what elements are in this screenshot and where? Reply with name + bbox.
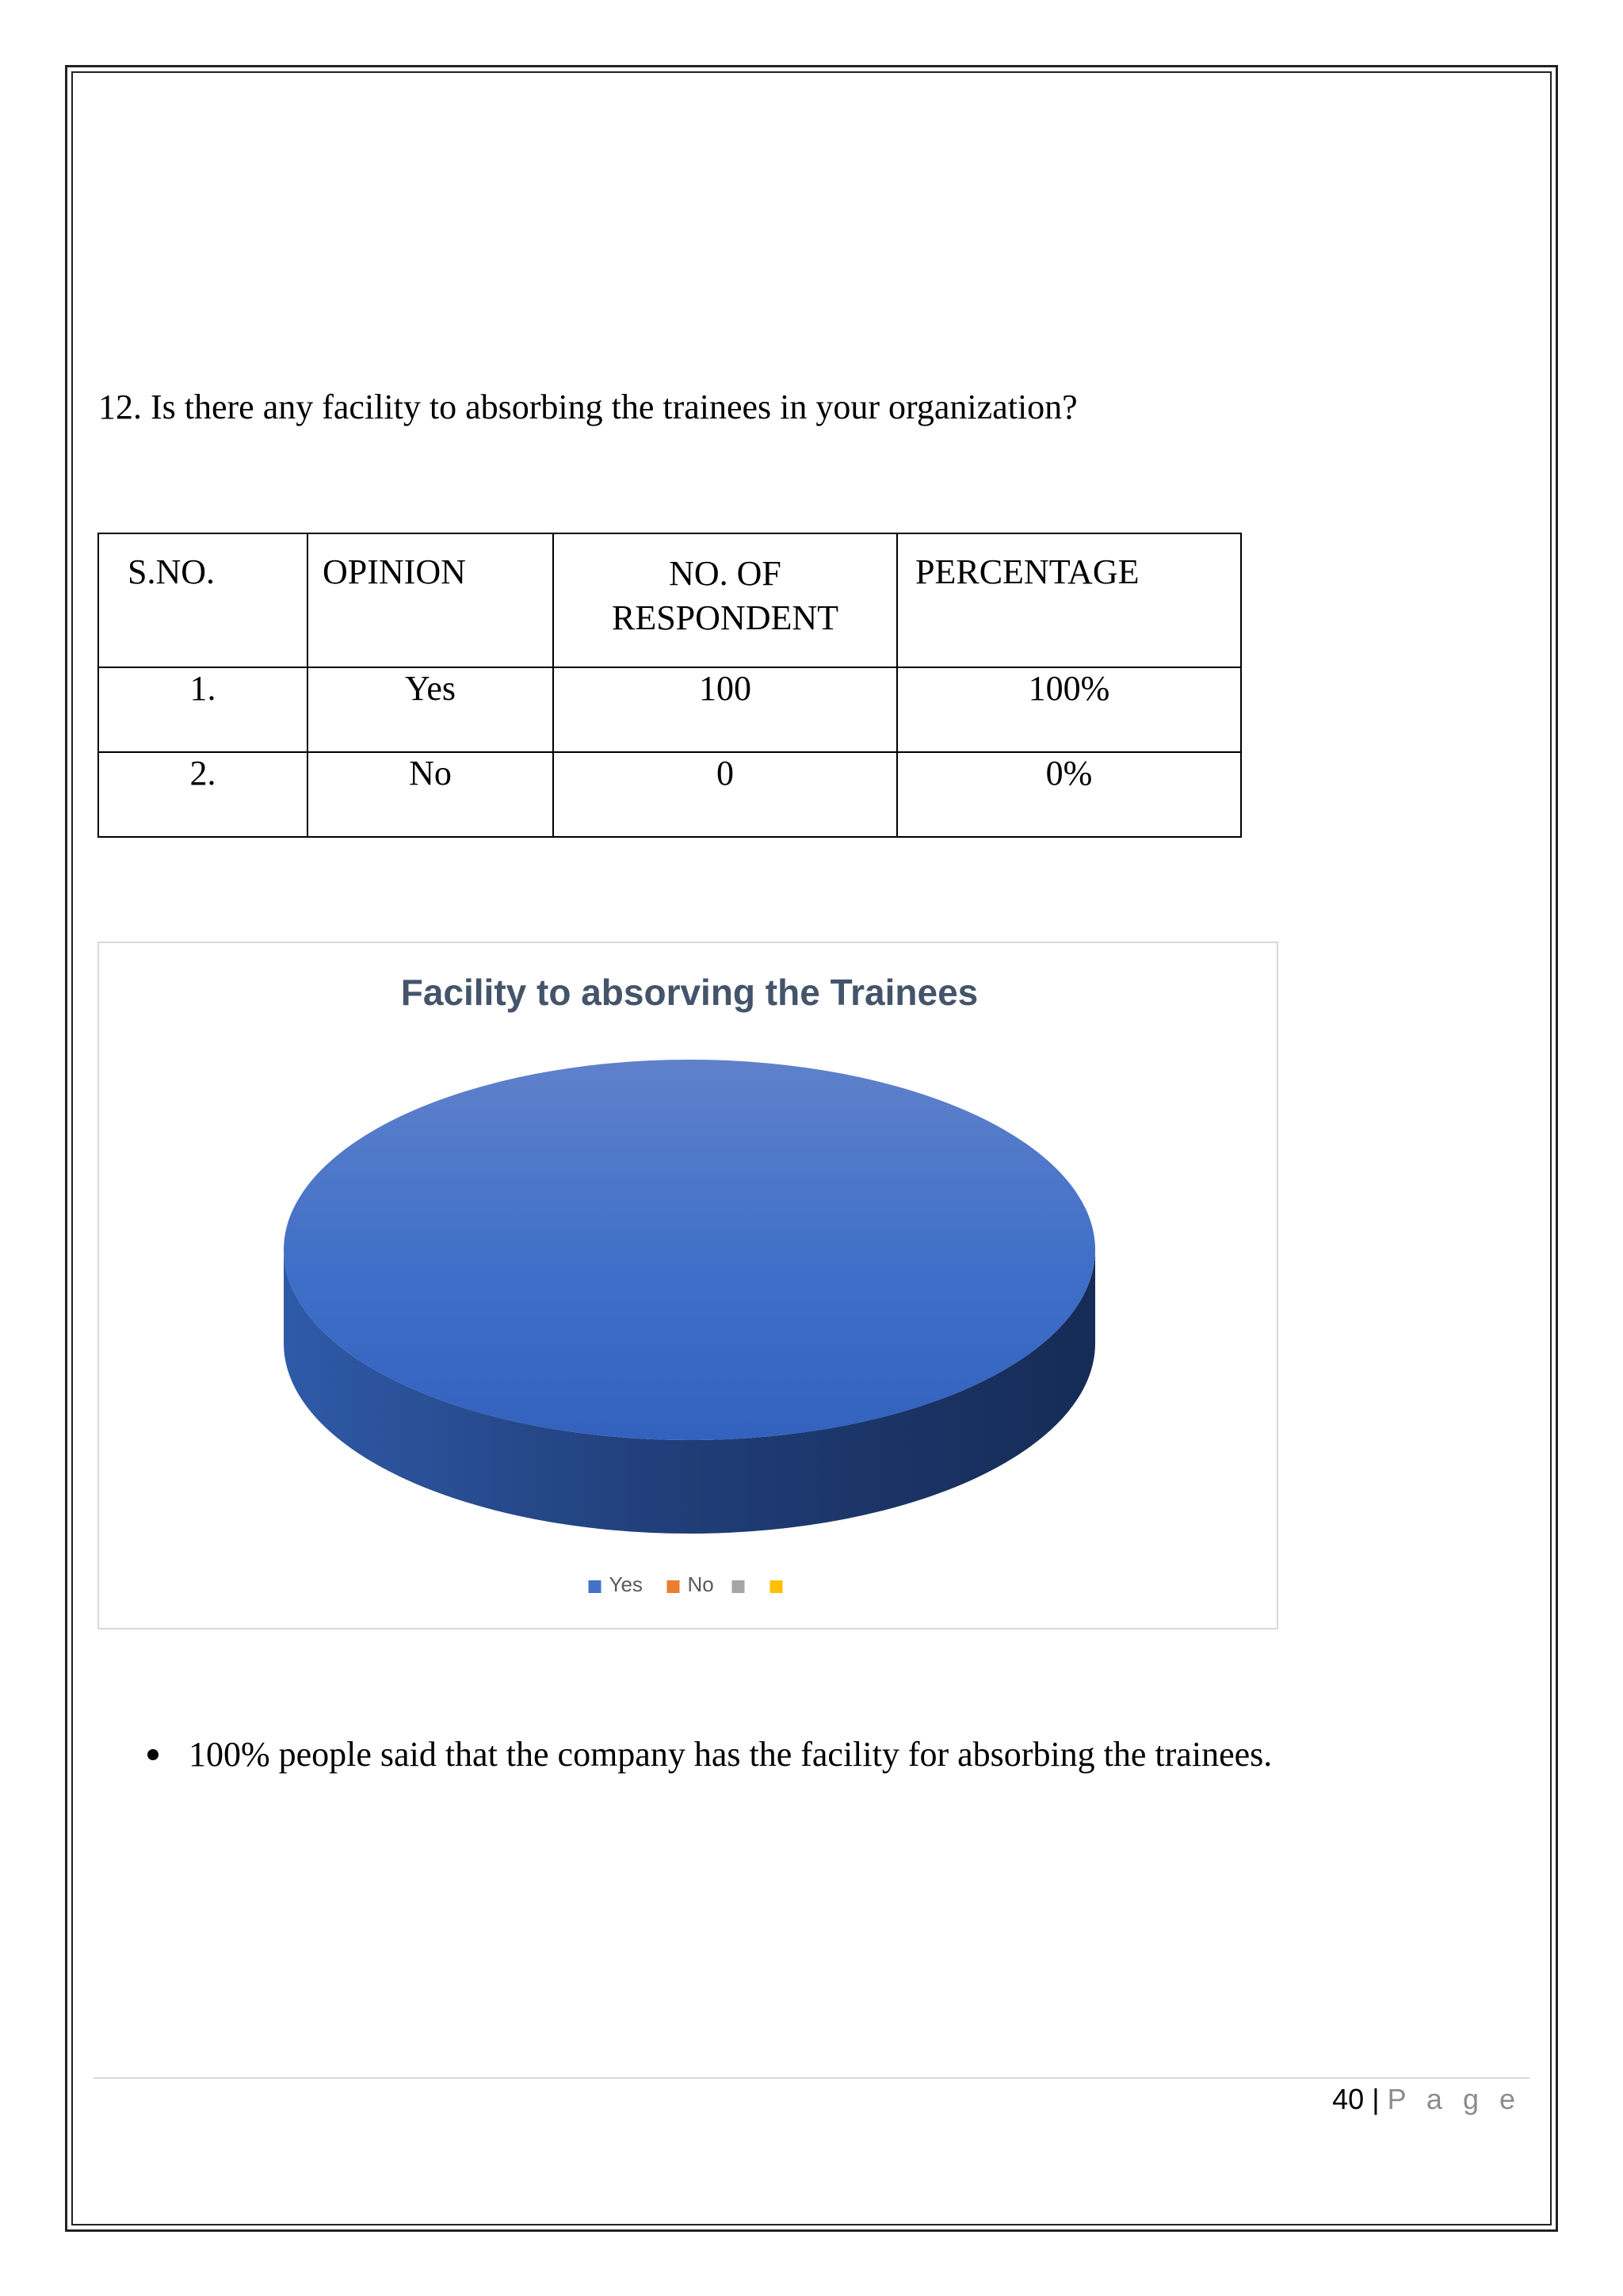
chart-legend [589, 1572, 783, 1596]
table-header-row [98, 533, 1241, 667]
conclusion-bullet [147, 1734, 1272, 1775]
conclusion-text: 100% people said that the company has the facility for absorbing the trainees. [189, 1735, 1273, 1774]
page-word: P a g e [1387, 2083, 1522, 2115]
table-row [98, 752, 1241, 837]
cell-sno: 1. [98, 667, 307, 752]
pie-slices [284, 1060, 1095, 1534]
bullet-icon [147, 1749, 158, 1760]
footer-separator: | [1372, 2083, 1380, 2115]
header-respondent-line1: NO. OF [669, 554, 781, 593]
header-respondent [553, 533, 897, 667]
table-row [98, 667, 1241, 752]
legend-swatch-4 [770, 1580, 783, 1593]
page-footer [1332, 2083, 1522, 2116]
cell-opinion: No [307, 752, 553, 837]
pie-chart-frame [97, 942, 1278, 1629]
cell-respondent: 100 [553, 667, 897, 752]
legend-label-yes: Yes [609, 1572, 643, 1596]
cell-sno: 2. [98, 752, 307, 837]
legend-swatch-3 [732, 1580, 745, 1593]
legend-swatch-1 [589, 1580, 601, 1593]
cell-percentage: 100% [897, 667, 1241, 752]
pie-chart [99, 943, 1280, 1631]
header-percentage: PERCENTAGE [897, 533, 1241, 667]
opinion-table [97, 533, 1242, 838]
chart-title: Facility to absorving the Trainees [400, 972, 979, 1013]
header-opinion: OPINION [307, 533, 553, 667]
header-respondent-line2: RESPONDENT [611, 598, 839, 637]
cell-opinion: Yes [307, 667, 553, 752]
footer-divider [94, 2077, 1529, 2079]
pie-slice-yes [284, 1060, 1095, 1440]
header-sno: S.NO. [98, 533, 307, 667]
cell-percentage: 0% [897, 752, 1241, 837]
legend-swatch-2 [667, 1580, 680, 1593]
legend-label-no: No [687, 1572, 714, 1596]
cell-respondent: 0 [553, 752, 897, 837]
page-number: 40 [1332, 2083, 1365, 2115]
question-text: 12. Is there any facility to absorbing the trainees in your organization? [98, 388, 1078, 426]
